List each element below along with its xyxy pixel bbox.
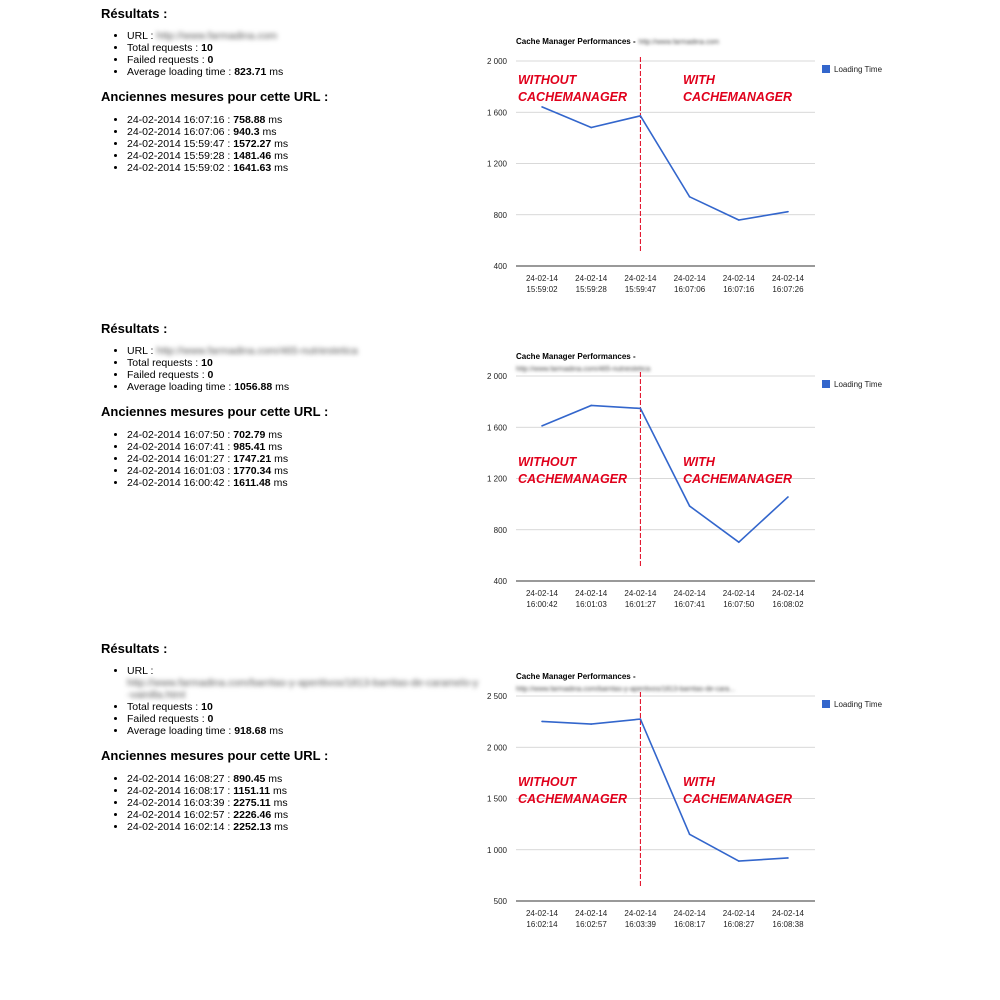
data-point xyxy=(590,127,592,129)
x-tick-label: 24-02-14 xyxy=(673,589,706,598)
old-measures-list xyxy=(101,429,481,489)
chart-title: Cache Manager Performances - xyxy=(516,672,636,681)
y-tick-label: 400 xyxy=(493,262,507,271)
failed-requests-item: • Failed requests : 0 xyxy=(127,369,481,381)
annotation-with: WITH xyxy=(683,455,715,469)
chart-title-url: http://www.farmadina.com xyxy=(638,39,720,46)
performance-chart xyxy=(470,6,900,316)
x-tick-label: 15:59:28 xyxy=(575,285,607,294)
list-item: • 24-02-2014 16:08:17 : 1151.11 ms xyxy=(127,785,481,797)
results-section-2 xyxy=(0,321,1000,631)
old-measures-heading: Anciennes mesures pour cette URL : xyxy=(101,89,329,104)
url-item: • URL : http://www.farmadina.com/barritas-y-aperitivos/1813-barritas-de-caramelo-y-vainilla.html xyxy=(127,665,481,701)
results-heading: Résultats : xyxy=(101,641,168,656)
old-measures-list xyxy=(101,773,481,833)
x-tick-label: 24-02-14 xyxy=(525,909,559,918)
data-point xyxy=(738,219,740,221)
annotation-without: WITHOUT xyxy=(518,73,577,87)
annotation-with: WITH xyxy=(683,775,715,789)
x-tick-label: 16:02:14 xyxy=(526,920,558,929)
results-heading: Résultats : xyxy=(101,6,168,21)
x-tick-label: 16:00:42 xyxy=(526,600,558,609)
x-tick-label: 16:08:17 xyxy=(674,920,706,929)
data-point xyxy=(590,405,592,407)
x-tick-label: 16:07:16 xyxy=(723,285,755,294)
x-tick-label: 24-02-14 xyxy=(575,589,608,598)
results-panel xyxy=(101,6,481,174)
total-requests-item: • Total requests : 10 xyxy=(127,42,481,54)
annotation-with: CACHEMANAGER xyxy=(683,90,793,104)
x-tick-label: 24-02-14 xyxy=(575,274,608,283)
annotation-without: WITHOUT xyxy=(518,775,577,789)
old-measures-heading: Anciennes mesures pour cette URL : xyxy=(101,404,329,419)
list-item: • 24-02-2014 16:01:03 : 1770.34 ms xyxy=(127,465,481,477)
failed-requests-item: • Failed requests : 0 xyxy=(127,54,481,66)
old-measures-heading: Anciennes mesures pour cette URL : xyxy=(101,748,329,763)
results-list xyxy=(101,30,481,78)
annotation-without: CACHEMANAGER xyxy=(518,472,628,486)
total-requests-value: 10 xyxy=(201,701,213,713)
chart-svg xyxy=(470,6,900,316)
x-tick-label: 16:08:02 xyxy=(772,600,804,609)
x-tick-label: 24-02-14 xyxy=(624,909,657,918)
data-point xyxy=(640,115,642,117)
url-item: • URL : http://www.farmadina.com/465-nutriestetica xyxy=(127,345,481,357)
chart-svg xyxy=(470,321,900,631)
x-tick-label: 15:59:02 xyxy=(526,285,558,294)
x-tick-label: 16:03:39 xyxy=(624,920,656,929)
failed-requests-value: 0 xyxy=(207,713,214,725)
chart-title: Cache Manager Performances - xyxy=(516,37,636,46)
data-point xyxy=(689,505,691,507)
y-tick-label: 2 000 xyxy=(486,743,507,753)
data-point xyxy=(787,211,789,213)
data-point xyxy=(541,425,543,427)
x-tick-label: 16:07:41 xyxy=(674,600,706,609)
list-item: • 24-02-2014 16:00:42 : 1611.48 ms xyxy=(127,477,481,489)
y-tick-label: 1 200 xyxy=(486,159,507,169)
average-loading-item: • Average loading time : 823.71 ms xyxy=(127,66,481,78)
x-tick-label: 16:01:27 xyxy=(624,600,656,609)
failed-requests-value: 0 xyxy=(207,54,214,66)
list-item: • 24-02-2014 15:59:02 : 1641.63 ms xyxy=(127,162,481,174)
legend-swatch xyxy=(822,700,830,708)
y-tick-label: 2 000 xyxy=(486,372,507,381)
list-item: • 24-02-2014 15:59:47 : 1572.27 ms xyxy=(127,138,481,150)
results-section-3 xyxy=(0,641,1000,951)
annotation-with: CACHEMANAGER xyxy=(683,472,793,486)
list-item: • 24-02-2014 16:07:50 : 702.79 ms xyxy=(127,429,481,441)
data-point xyxy=(787,857,789,859)
list-item: • 24-02-2014 16:02:57 : 2226.46 ms xyxy=(127,809,481,821)
y-tick-label: 500 xyxy=(493,897,507,906)
average-loading-value: 918.68 xyxy=(234,725,267,737)
y-tick-label: 400 xyxy=(493,577,507,586)
y-tick-label: 800 xyxy=(493,525,507,535)
failed-requests-item: • Failed requests : 0 xyxy=(127,713,481,725)
old-measures-list xyxy=(101,114,481,174)
data-point xyxy=(541,106,543,108)
performance-chart xyxy=(470,641,900,951)
x-tick-label: 24-02-14 xyxy=(624,274,657,283)
performance-chart xyxy=(470,321,900,631)
list-item: • 24-02-2014 16:02:14 : 2252.13 ms xyxy=(127,821,481,833)
data-point xyxy=(640,408,642,410)
total-requests-value: 10 xyxy=(201,357,213,369)
x-tick-label: 16:07:26 xyxy=(772,285,804,294)
data-point xyxy=(541,721,543,723)
x-tick-label: 24-02-14 xyxy=(722,909,755,918)
data-point xyxy=(689,196,691,198)
x-tick-label: 24-02-14 xyxy=(673,274,706,283)
list-item: • 24-02-2014 16:07:06 : 940.3 ms xyxy=(127,126,481,138)
y-tick-label: 800 xyxy=(493,210,507,220)
annotation-without: CACHEMANAGER xyxy=(518,90,628,104)
average-loading-value: 823.71 xyxy=(234,66,267,78)
results-panel xyxy=(101,321,481,489)
legend-label: Loading Time xyxy=(834,380,883,389)
y-tick-label: 2 500 xyxy=(486,692,507,701)
list-item: • 24-02-2014 16:07:41 : 985.41 ms xyxy=(127,441,481,453)
list-item: • 24-02-2014 16:07:16 : 758.88 ms xyxy=(127,114,481,126)
results-heading: Résultats : xyxy=(101,321,168,336)
data-point xyxy=(787,496,789,498)
results-section-1 xyxy=(0,6,1000,316)
x-tick-label: 24-02-14 xyxy=(673,909,706,918)
x-tick-label: 16:07:06 xyxy=(674,285,706,294)
list-item: • 24-02-2014 16:03:39 : 2275.11 ms xyxy=(127,797,481,809)
annotation-without: CACHEMANAGER xyxy=(518,792,628,806)
x-tick-label: 24-02-14 xyxy=(722,589,755,598)
url-value[interactable]: http://www.farmadina.com/465-nutriestetica xyxy=(156,345,358,357)
x-tick-label: 16:07:50 xyxy=(723,600,755,609)
legend-swatch xyxy=(822,380,830,388)
list-item: • 24-02-2014 16:01:27 : 1747.21 ms xyxy=(127,453,481,465)
annotation-with: CACHEMANAGER xyxy=(683,792,793,806)
x-tick-label: 24-02-14 xyxy=(575,909,608,918)
x-tick-label: 24-02-14 xyxy=(525,589,559,598)
x-tick-label: 16:02:57 xyxy=(575,920,607,929)
total-requests-item: • Total requests : 10 xyxy=(127,701,481,713)
x-tick-label: 24-02-14 xyxy=(771,274,805,283)
list-item: • 24-02-2014 16:08:27 : 890.45 ms xyxy=(127,773,481,785)
legend-label: Loading Time xyxy=(834,65,883,74)
total-requests-value: 10 xyxy=(201,42,213,54)
data-point xyxy=(738,860,740,862)
x-tick-label: 24-02-14 xyxy=(722,274,755,283)
chart-title-url: http://www.farmadina.com/465-nutriestetica xyxy=(516,366,651,373)
x-tick-label: 16:08:27 xyxy=(723,920,755,929)
y-tick-label: 2 000 xyxy=(486,57,507,66)
x-tick-label: 24-02-14 xyxy=(771,589,805,598)
y-tick-label: 1 600 xyxy=(486,108,507,118)
average-loading-item: • Average loading time : 1056.88 ms xyxy=(127,381,481,393)
data-point xyxy=(689,833,691,835)
chart-title-url: http://www.farmadina.com/barritas-y-aperitivos/1813-barritas-de-cara... xyxy=(516,686,736,693)
data-point xyxy=(738,541,740,543)
annotation-with: WITH xyxy=(683,73,715,87)
x-tick-label: 15:59:47 xyxy=(624,285,656,294)
list-item: • 24-02-2014 15:59:28 : 1481.46 ms xyxy=(127,150,481,162)
results-list xyxy=(101,345,481,393)
results-panel xyxy=(101,641,481,833)
data-point xyxy=(590,723,592,725)
url-value[interactable]: http://www.farmadina.com xyxy=(156,30,278,42)
x-tick-label: 24-02-14 xyxy=(525,274,559,283)
chart-svg xyxy=(470,641,900,951)
url-value[interactable]: http://www.farmadina.com/barritas-y-aperitivos/1813-barritas-de-caramelo-y-vainilla.html xyxy=(127,677,479,701)
chart-title: Cache Manager Performances - xyxy=(516,352,636,361)
average-loading-value: 1056.88 xyxy=(234,381,273,393)
data-point xyxy=(640,718,642,720)
x-tick-label: 24-02-14 xyxy=(624,589,657,598)
y-tick-label: 1 000 xyxy=(486,845,507,855)
x-tick-label: 16:08:38 xyxy=(772,920,804,929)
y-tick-label: 1 600 xyxy=(486,423,507,433)
legend-swatch xyxy=(822,65,830,73)
series-line xyxy=(542,719,788,861)
y-tick-label: 1 200 xyxy=(486,474,507,484)
url-item: • URL : http://www.farmadina.com xyxy=(127,30,481,42)
results-list xyxy=(101,665,481,737)
failed-requests-value: 0 xyxy=(207,369,214,381)
x-tick-label: 24-02-14 xyxy=(771,909,805,918)
annotation-without: WITHOUT xyxy=(518,455,577,469)
legend-label: Loading Time xyxy=(834,700,883,709)
y-tick-label: 1 500 xyxy=(486,794,507,804)
total-requests-item: • Total requests : 10 xyxy=(127,357,481,369)
average-loading-item: • Average loading time : 918.68 ms xyxy=(127,725,481,737)
x-tick-label: 16:01:03 xyxy=(575,600,607,609)
